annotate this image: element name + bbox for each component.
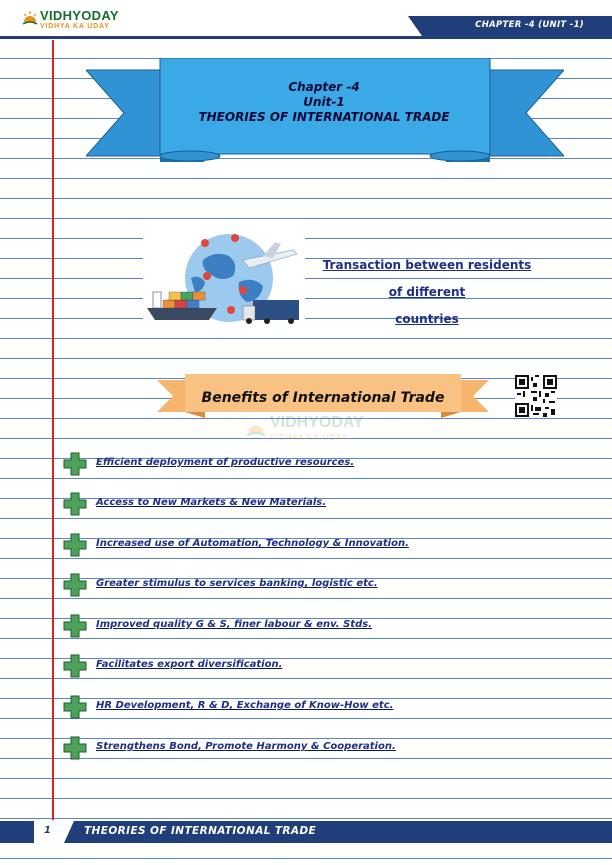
plus-icon	[63, 654, 87, 678]
illustration-caption	[312, 252, 542, 333]
list-item	[60, 450, 600, 480]
caption-line2: of different	[388, 285, 466, 299]
brand-logo	[22, 8, 132, 34]
header-rule	[0, 36, 612, 39]
watermark-sun-icon	[246, 418, 266, 438]
plus-icon	[63, 452, 87, 476]
chapter-title	[160, 80, 488, 125]
list-item	[60, 612, 600, 642]
benefit-text: HR Development, R & D, Exchange of Know-How etc.	[96, 700, 394, 711]
page-number: 1	[44, 825, 51, 836]
list-item	[60, 571, 600, 601]
benefit-text: Facilitates export diversification.	[96, 659, 283, 670]
plus-icon	[63, 533, 87, 557]
list-item	[60, 652, 600, 682]
margin-line	[52, 40, 54, 820]
footer-title: THEORIES OF INTERNATIONAL TRADE	[84, 825, 317, 837]
caption-line1: Transaction between residents	[322, 258, 532, 272]
watermark-tagline: VIDHYA KA UDAY	[270, 433, 349, 442]
plus-icon	[63, 492, 87, 516]
brand-name: VIDHYODAY	[40, 8, 119, 23]
list-item	[60, 531, 600, 561]
benefit-text: Increased use of Automation, Technology & Innovation.	[96, 538, 409, 549]
brand-watermark	[246, 414, 376, 444]
qr-code[interactable]	[515, 375, 557, 417]
trade-illustration	[143, 230, 305, 326]
benefits-title: Benefits of International Trade	[201, 390, 445, 406]
chapter-title-line3: THEORIES OF INTERNATIONAL TRADE	[198, 110, 450, 124]
plus-icon	[63, 695, 87, 719]
sun-logo-icon	[22, 10, 38, 26]
list-item	[60, 693, 600, 723]
benefit-text: Greater stimulus to services banking, logistic etc.	[96, 578, 378, 589]
chapter-title-line1: Chapter -4	[288, 80, 360, 94]
header-bar	[422, 16, 612, 36]
chapter-title-line2: Unit-1	[303, 95, 345, 109]
watermark-name: VIDHYODAY	[270, 414, 364, 431]
plus-icon	[63, 736, 87, 760]
plus-icon	[63, 614, 87, 638]
benefit-text: Access to New Markets & New Materials.	[96, 497, 326, 508]
brand-tagline: VIDHYA KA UDAY	[40, 23, 110, 30]
list-item	[60, 490, 600, 520]
chapter-label: CHAPTER -4 (UNIT -1)	[475, 20, 584, 30]
benefit-text: Strengthens Bond, Promote Harmony & Cooperation.	[96, 741, 396, 752]
list-item	[60, 734, 600, 764]
benefit-text: Efficient deployment of productive resources.	[96, 457, 355, 468]
plus-icon	[63, 573, 87, 597]
caption-line3: countries	[395, 312, 459, 326]
benefit-text: Improved quality G & S, finer labour & env. Stds.	[96, 619, 372, 630]
